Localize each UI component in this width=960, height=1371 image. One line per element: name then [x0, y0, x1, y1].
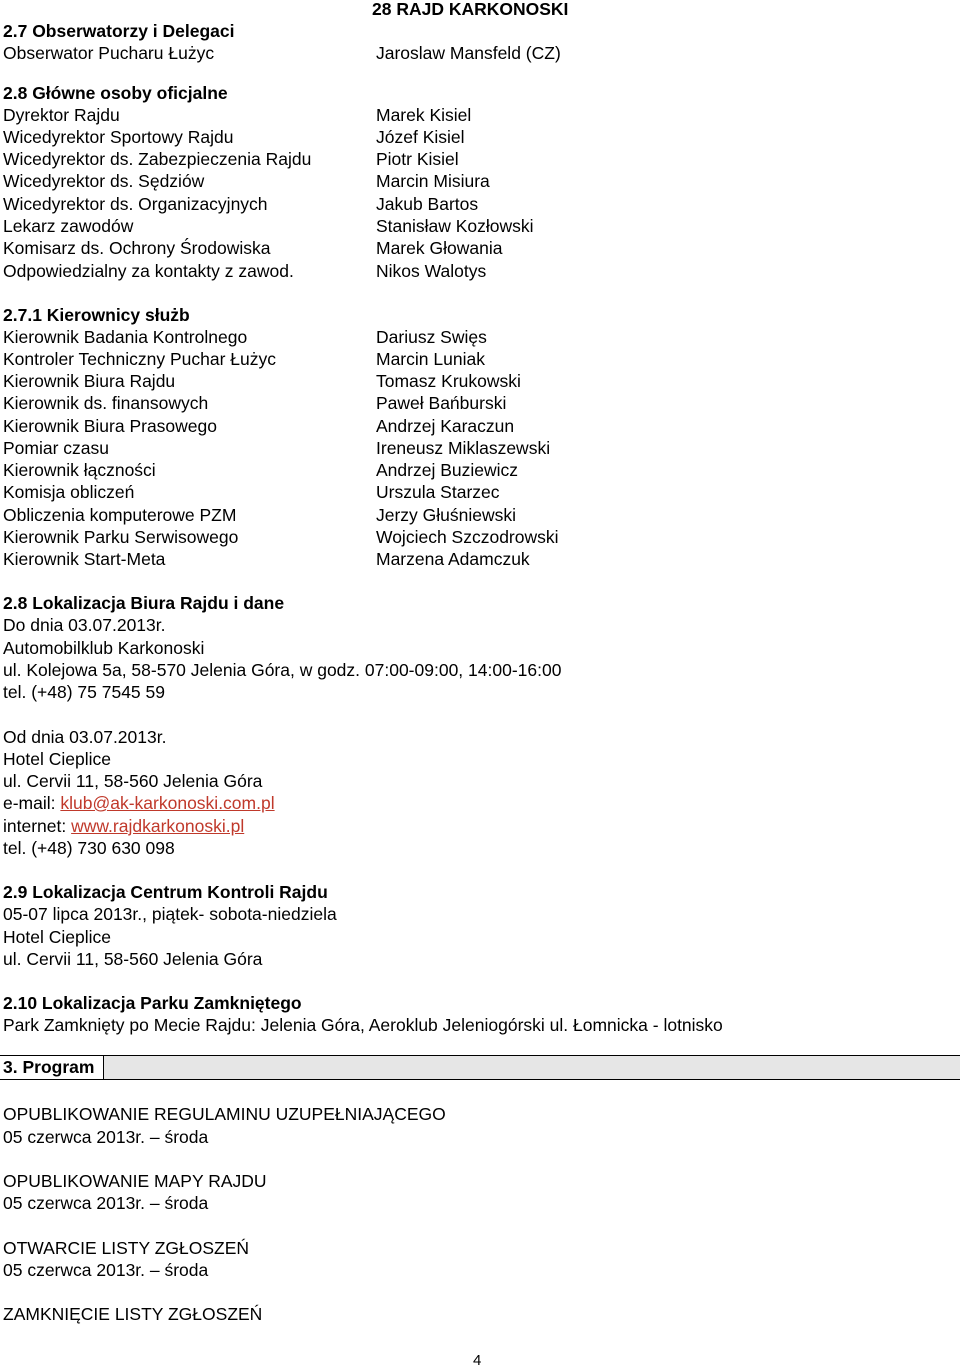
control-center-address: ul. Cervii 11, 58-560 Jelenia Góra — [3, 949, 263, 969]
official-name: Piotr Kisiel — [376, 149, 459, 169]
office-b-address: ul. Cervii 11, 58-560 Jelenia Góra — [3, 771, 263, 791]
program-item-name: OPUBLIKOWANIE REGULAMINU UZUPEŁNIAJĄCEGO — [3, 1104, 446, 1124]
role-item: Wicedyrektor ds. Organizacyjnych — [3, 194, 268, 214]
service-role: Pomiar czasu — [3, 438, 110, 458]
service-head-name: Dariusz Swięs — [376, 327, 487, 347]
program-item-name: OPUBLIKOWANIE MAPY RAJDU — [3, 1171, 267, 1191]
role-item: Wicedyrektor Sportowy Rajdu — [3, 127, 234, 147]
service-head-name: Andrzej Karaczun — [376, 416, 515, 436]
service-role: Kontroler Techniczny Puchar Łużyc — [3, 349, 277, 369]
office-b-name: Hotel Cieplice — [3, 749, 111, 769]
office-a-name: Automobilklub Karkonoski — [3, 638, 205, 658]
role-item: Dyrektor Rajdu — [3, 105, 120, 125]
official-name: Józef Kisiel — [376, 127, 465, 147]
official-name: Stanisław Kozłowski — [376, 216, 534, 236]
website-label: internet: — [3, 816, 72, 836]
role-item: Wicedyrektor ds. Zabezpieczenia Rajdu — [3, 149, 312, 169]
office-a-phone: tel. (+48) 75 7545 59 — [3, 682, 165, 702]
office-b-date: Od dnia 03.07.2013r. — [3, 727, 167, 747]
office-b-phone: tel. (+48) 730 630 098 — [3, 838, 175, 858]
service-head-name: Ireneusz Miklaszewski — [376, 438, 551, 458]
official-name: Nikos Walotys — [376, 261, 487, 281]
control-center-venue: Hotel Cieplice — [3, 927, 111, 947]
service-role: Komisja obliczeń — [3, 482, 135, 502]
section-2-7-title: 2.7 Obserwatorzy i Delegaci — [3, 21, 235, 41]
service-role: Obliczenia komputerowe PZM — [3, 505, 237, 525]
service-role: Kierownik Badania Kontrolnego — [3, 327, 248, 347]
program-title-box — [0, 1056, 104, 1079]
section-2-8-office-title: 2.8 Lokalizacja Biura Rajdu i dane — [3, 593, 285, 613]
service-head-name: Tomasz Krukowski — [376, 371, 521, 391]
section-2-7-1-title: 2.7.1 Kierownicy służb — [3, 305, 190, 325]
program-title: 3. Program — [3, 1057, 95, 1077]
control-center-dates: 05-07 lipca 2013r., piątek- sobota-niedziela — [3, 904, 337, 924]
observer-role: Obserwator Pucharu Łużyc — [3, 43, 215, 63]
service-role: Kierownik łączności — [3, 460, 156, 480]
rally-header: 28 RAJD KARKONOSKI — [372, 0, 569, 19]
role-item: Odpowiedzialny za kontakty z zawod. — [3, 261, 294, 281]
official-name: Marek Głowania — [376, 238, 503, 258]
program-section-bar — [0, 1055, 960, 1080]
program-item-date: 05 czerwca 2013r. – środa — [3, 1260, 209, 1280]
service-role: Kierownik ds. finansowych — [3, 393, 209, 413]
website-line — [3, 815, 244, 837]
page-number: 4 — [473, 1352, 482, 1369]
role-item: Wicedyrektor ds. Sędziów — [3, 171, 205, 191]
program-item-date: 05 czerwca 2013r. – środa — [3, 1127, 209, 1147]
service-head-name: Paweł Bańburski — [376, 393, 507, 413]
service-role: Kierownik Start-Meta — [3, 549, 166, 569]
website-link[interactable]: www.rajdkarkonoski.pl — [71, 816, 245, 836]
observer-name: Jaroslaw Mansfeld (CZ) — [376, 43, 561, 63]
program-item-name: ZAMKNIĘCIE LISTY ZGŁOSZEŃ — [3, 1304, 263, 1324]
section-2-8-title: 2.8 Główne osoby oficjalne — [3, 83, 228, 103]
email-label: e-mail: — [3, 793, 61, 813]
service-head-name: Marcin Luniak — [376, 349, 485, 369]
role-item: Lekarz zawodów — [3, 216, 134, 236]
parc-ferme-location: Park Zamknięty po Mecie Rajdu: Jelenia Góra, Aeroklub Jeleniogórski ul. Łomnicka - lotnisko — [3, 1015, 723, 1035]
service-head-name: Marzena Adamczuk — [376, 549, 530, 569]
section-2-10-title: 2.10 Lokalizacja Parku Zamkniętego — [3, 993, 302, 1013]
office-a-date: Do dnia 03.07.2013r. — [3, 615, 166, 635]
program-item-date: 05 czerwca 2013r. – środa — [3, 1193, 209, 1213]
service-head-name: Urszula Starzec — [376, 482, 500, 502]
service-head-name: Jerzy Głuśniewski — [376, 505, 517, 525]
program-item-name: OTWARCIE LISTY ZGŁOSZEŃ — [3, 1238, 250, 1258]
service-head-name: Wojciech Szczodrowski — [376, 527, 559, 547]
service-role: Kierownik Biura Prasowego — [3, 416, 217, 436]
email-line — [3, 792, 275, 814]
service-role: Kierownik Biura Rajdu — [3, 371, 176, 391]
section-2-9-title: 2.9 Lokalizacja Centrum Kontroli Rajdu — [3, 882, 328, 902]
email-link[interactable]: klub@ak-karkonoski.com.pl — [60, 793, 275, 813]
official-name: Marek Kisiel — [376, 105, 472, 125]
role-item: Komisarz ds. Ochrony Środowiska — [3, 238, 271, 258]
official-name: Marcin Misiura — [376, 171, 490, 191]
service-role: Kierownik Parku Serwisowego — [3, 527, 239, 547]
office-a-address: ul. Kolejowa 5a, 58-570 Jelenia Góra, w godz. 07:00-09:00, 14:00-16:00 — [3, 660, 562, 680]
service-head-name: Andrzej Buziewicz — [376, 460, 518, 480]
official-name: Jakub Bartos — [376, 194, 479, 214]
